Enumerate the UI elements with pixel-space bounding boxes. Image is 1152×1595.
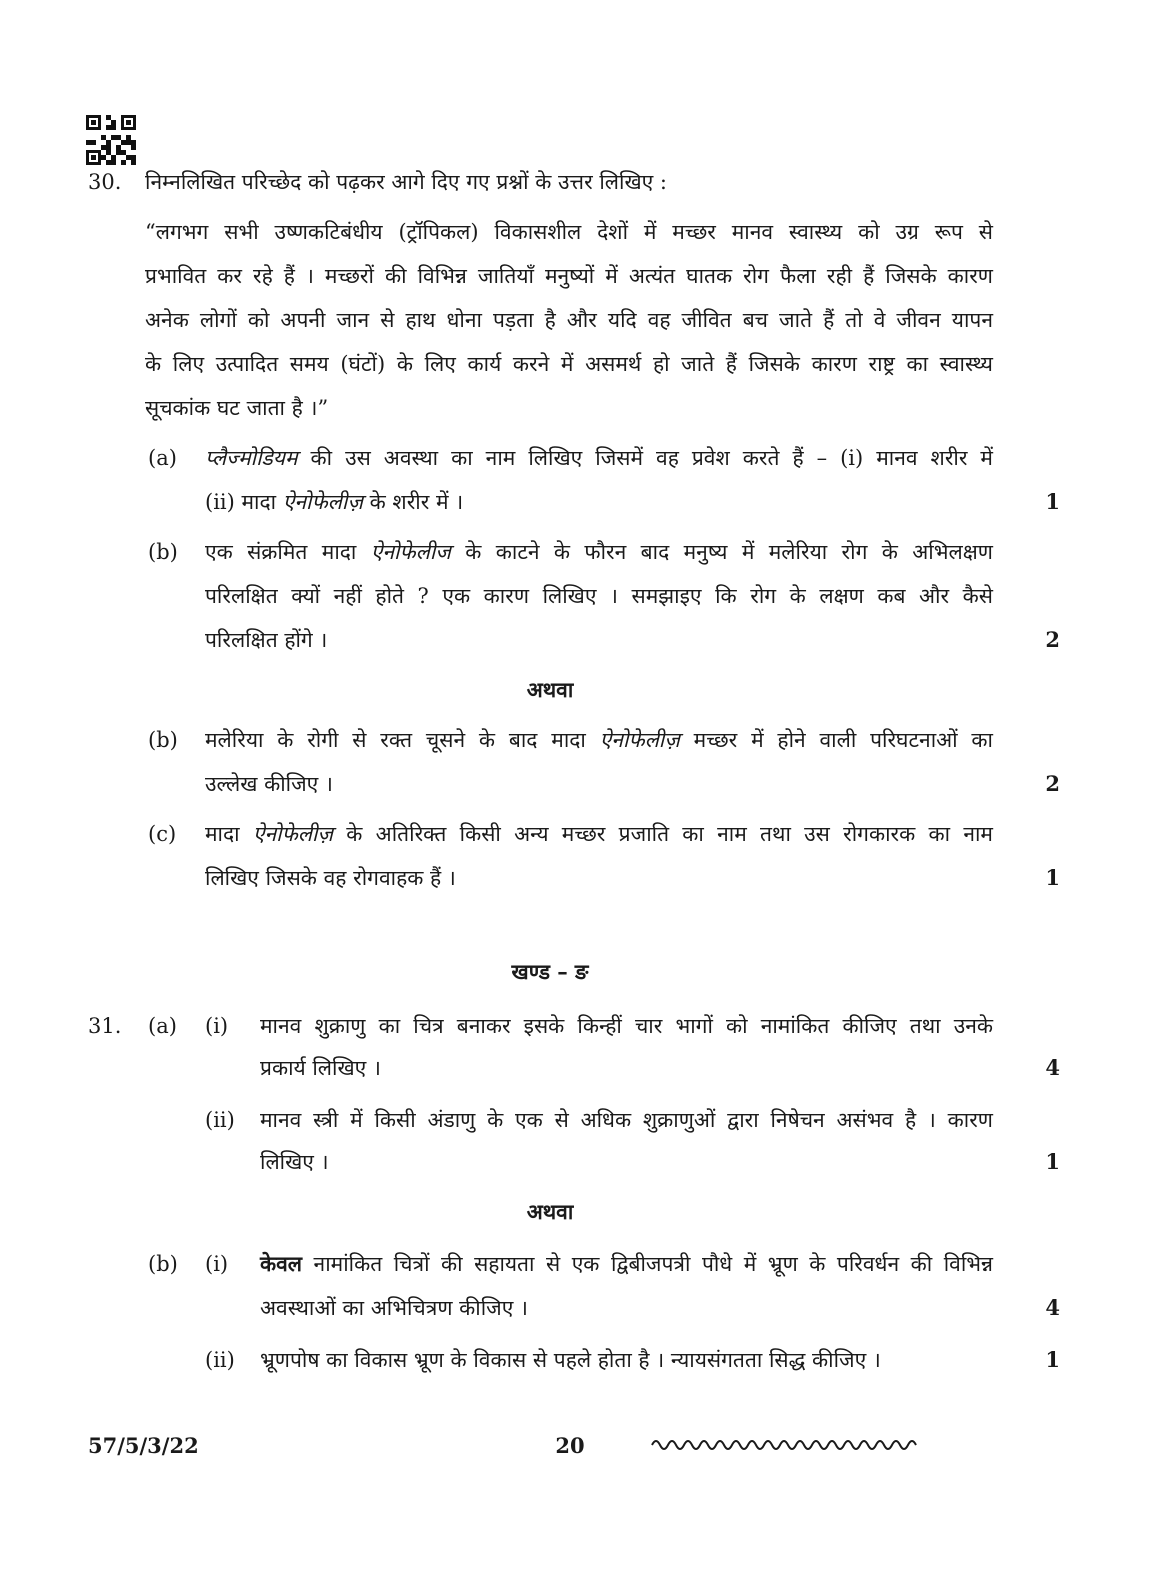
- passage-line: अनेक लोगों को अपनी जान से हाथ धोना पड़ता है और यदि वह जीवित बच जाते हैं तो वे जीवन यापन: [145, 308, 993, 332]
- wavy-line-decoration: [650, 1435, 920, 1455]
- q31-a-ii-line1: मानव स्त्री में किसी अंडाणु के एक से अधिक शुक्राणुओं द्वारा निषेचन असंभव है । कारण: [260, 1108, 993, 1132]
- or-heading: अथवा: [526, 677, 574, 702]
- subpart-label: (b): [148, 1252, 178, 1276]
- q31-a-i-line2: प्रकार्य लिखिए ।: [260, 1056, 381, 1080]
- question-instruction: निम्नलिखित परिच्छेद को पढ़कर आगे दिए गए प्रश्नों के उत्तर लिखिए :: [145, 170, 667, 194]
- subpart-a-line2: (ii) मादा ऐनोफेलीज़ के शरीर में ।: [205, 490, 464, 514]
- marks: 1: [1045, 1347, 1060, 1372]
- question-number: 31.: [88, 1014, 122, 1038]
- q31-a-ii-line2: लिखिए ।: [260, 1150, 329, 1174]
- marks: 1: [1045, 489, 1060, 514]
- subpart-label: (a): [148, 446, 177, 470]
- subpart-b-line1: एक संक्रमित मादा ऐनोफेलीज के काटने के फौरन बाद मनुष्य में मलेरिया रोग के अभिलक्षण: [205, 540, 993, 564]
- marks: 2: [1045, 771, 1060, 796]
- subpart-label: (c): [148, 822, 177, 846]
- page-number: 20: [555, 1433, 585, 1458]
- q31-b-ii-line1: भ्रूणपोष का विकास भ्रूण के विकास से पहले होता है । न्यायसंगतता सिद्ध कीजिए ।: [260, 1348, 881, 1372]
- item-label: (ii): [205, 1108, 235, 1132]
- subpart-c-line2: लिखिए जिसके वह रोगवाहक हैं ।: [205, 866, 456, 890]
- marks: 4: [1045, 1295, 1060, 1320]
- or-heading: अथवा: [526, 1199, 574, 1224]
- passage-line: प्रभावित कर रहे हैं । मच्छरों की विभिन्न जातियाँ मनुष्यों में अत्यंत घातक रोग फैला रही हैं जिसके कारण: [145, 264, 993, 288]
- subpart-b-line2: परिलक्षित क्यों नहीं होते ? एक कारण लिखिए । समझाइए कि रोग के लक्षण कब और कैसे: [205, 584, 993, 608]
- subpart-b-line3: परिलक्षित होंगे ।: [205, 628, 328, 652]
- marks: 4: [1045, 1055, 1060, 1080]
- item-label: (ii): [205, 1348, 235, 1372]
- item-label: (i): [205, 1252, 229, 1276]
- passage-line: “लगभग सभी उष्णकटिबंधीय (ट्रॉपिकल) विकासशील देशों में मच्छर मानव स्वास्थ्य को उग्र रूप से: [145, 220, 993, 244]
- subpart-c-line1: मादा ऐनोफेलीज़ के अतिरिक्त किसी अन्य मच्छर प्रजाति का नाम तथा उस रोगकारक का नाम: [205, 822, 993, 846]
- subpart-label: (b): [148, 728, 178, 752]
- subpart-b-alt-line1: मलेरिया के रोगी से रक्त चूसने के बाद मादा ऐनोफेलीज़ मच्छर में होने वाली परिघटनाओं का: [205, 728, 993, 752]
- q31-b-i-line1: केवल नामांकित चित्रों की सहायता से एक द्विबीजपत्री पौधे में भ्रूण के परिवर्धन की विभिन्न: [260, 1251, 993, 1276]
- subpart-b-alt-line2: उल्लेख कीजिए ।: [205, 772, 333, 796]
- paper-code: 57/5/3/22: [88, 1433, 199, 1458]
- item-label: (i): [205, 1014, 229, 1038]
- qr-code-icon: [86, 115, 136, 165]
- marks: 1: [1045, 1149, 1060, 1174]
- marks: 1: [1045, 865, 1060, 890]
- passage-line: सूचकांक घट जाता है ।”: [145, 396, 329, 420]
- marks: 2: [1045, 627, 1060, 652]
- q31-b-i-line2: अवस्थाओं का अभिचित्रण कीजिए ।: [260, 1296, 529, 1320]
- subpart-a-line1: प्लैज्मोडियम की उस अवस्था का नाम लिखिए जिसमें वह प्रवेश करते हैं – (i) मानव शरीर में: [205, 446, 993, 470]
- subpart-label: (b): [148, 540, 178, 564]
- q31-a-i-line1: मानव शुक्राणु का चित्र बनाकर इसके किन्हीं चार भागों को नामांकित कीजिए तथा उनके: [260, 1014, 993, 1038]
- subpart-label: (a): [148, 1014, 177, 1038]
- question-number: 30.: [88, 170, 122, 194]
- passage-line: के लिए उत्पादित समय (घंटों) के लिए कार्य करने में असमर्थ हो जाते हैं जिसके कारण राष्ट्र का स्वास्थ्य: [145, 352, 993, 376]
- section-heading: खण्ड – ङ: [511, 959, 589, 984]
